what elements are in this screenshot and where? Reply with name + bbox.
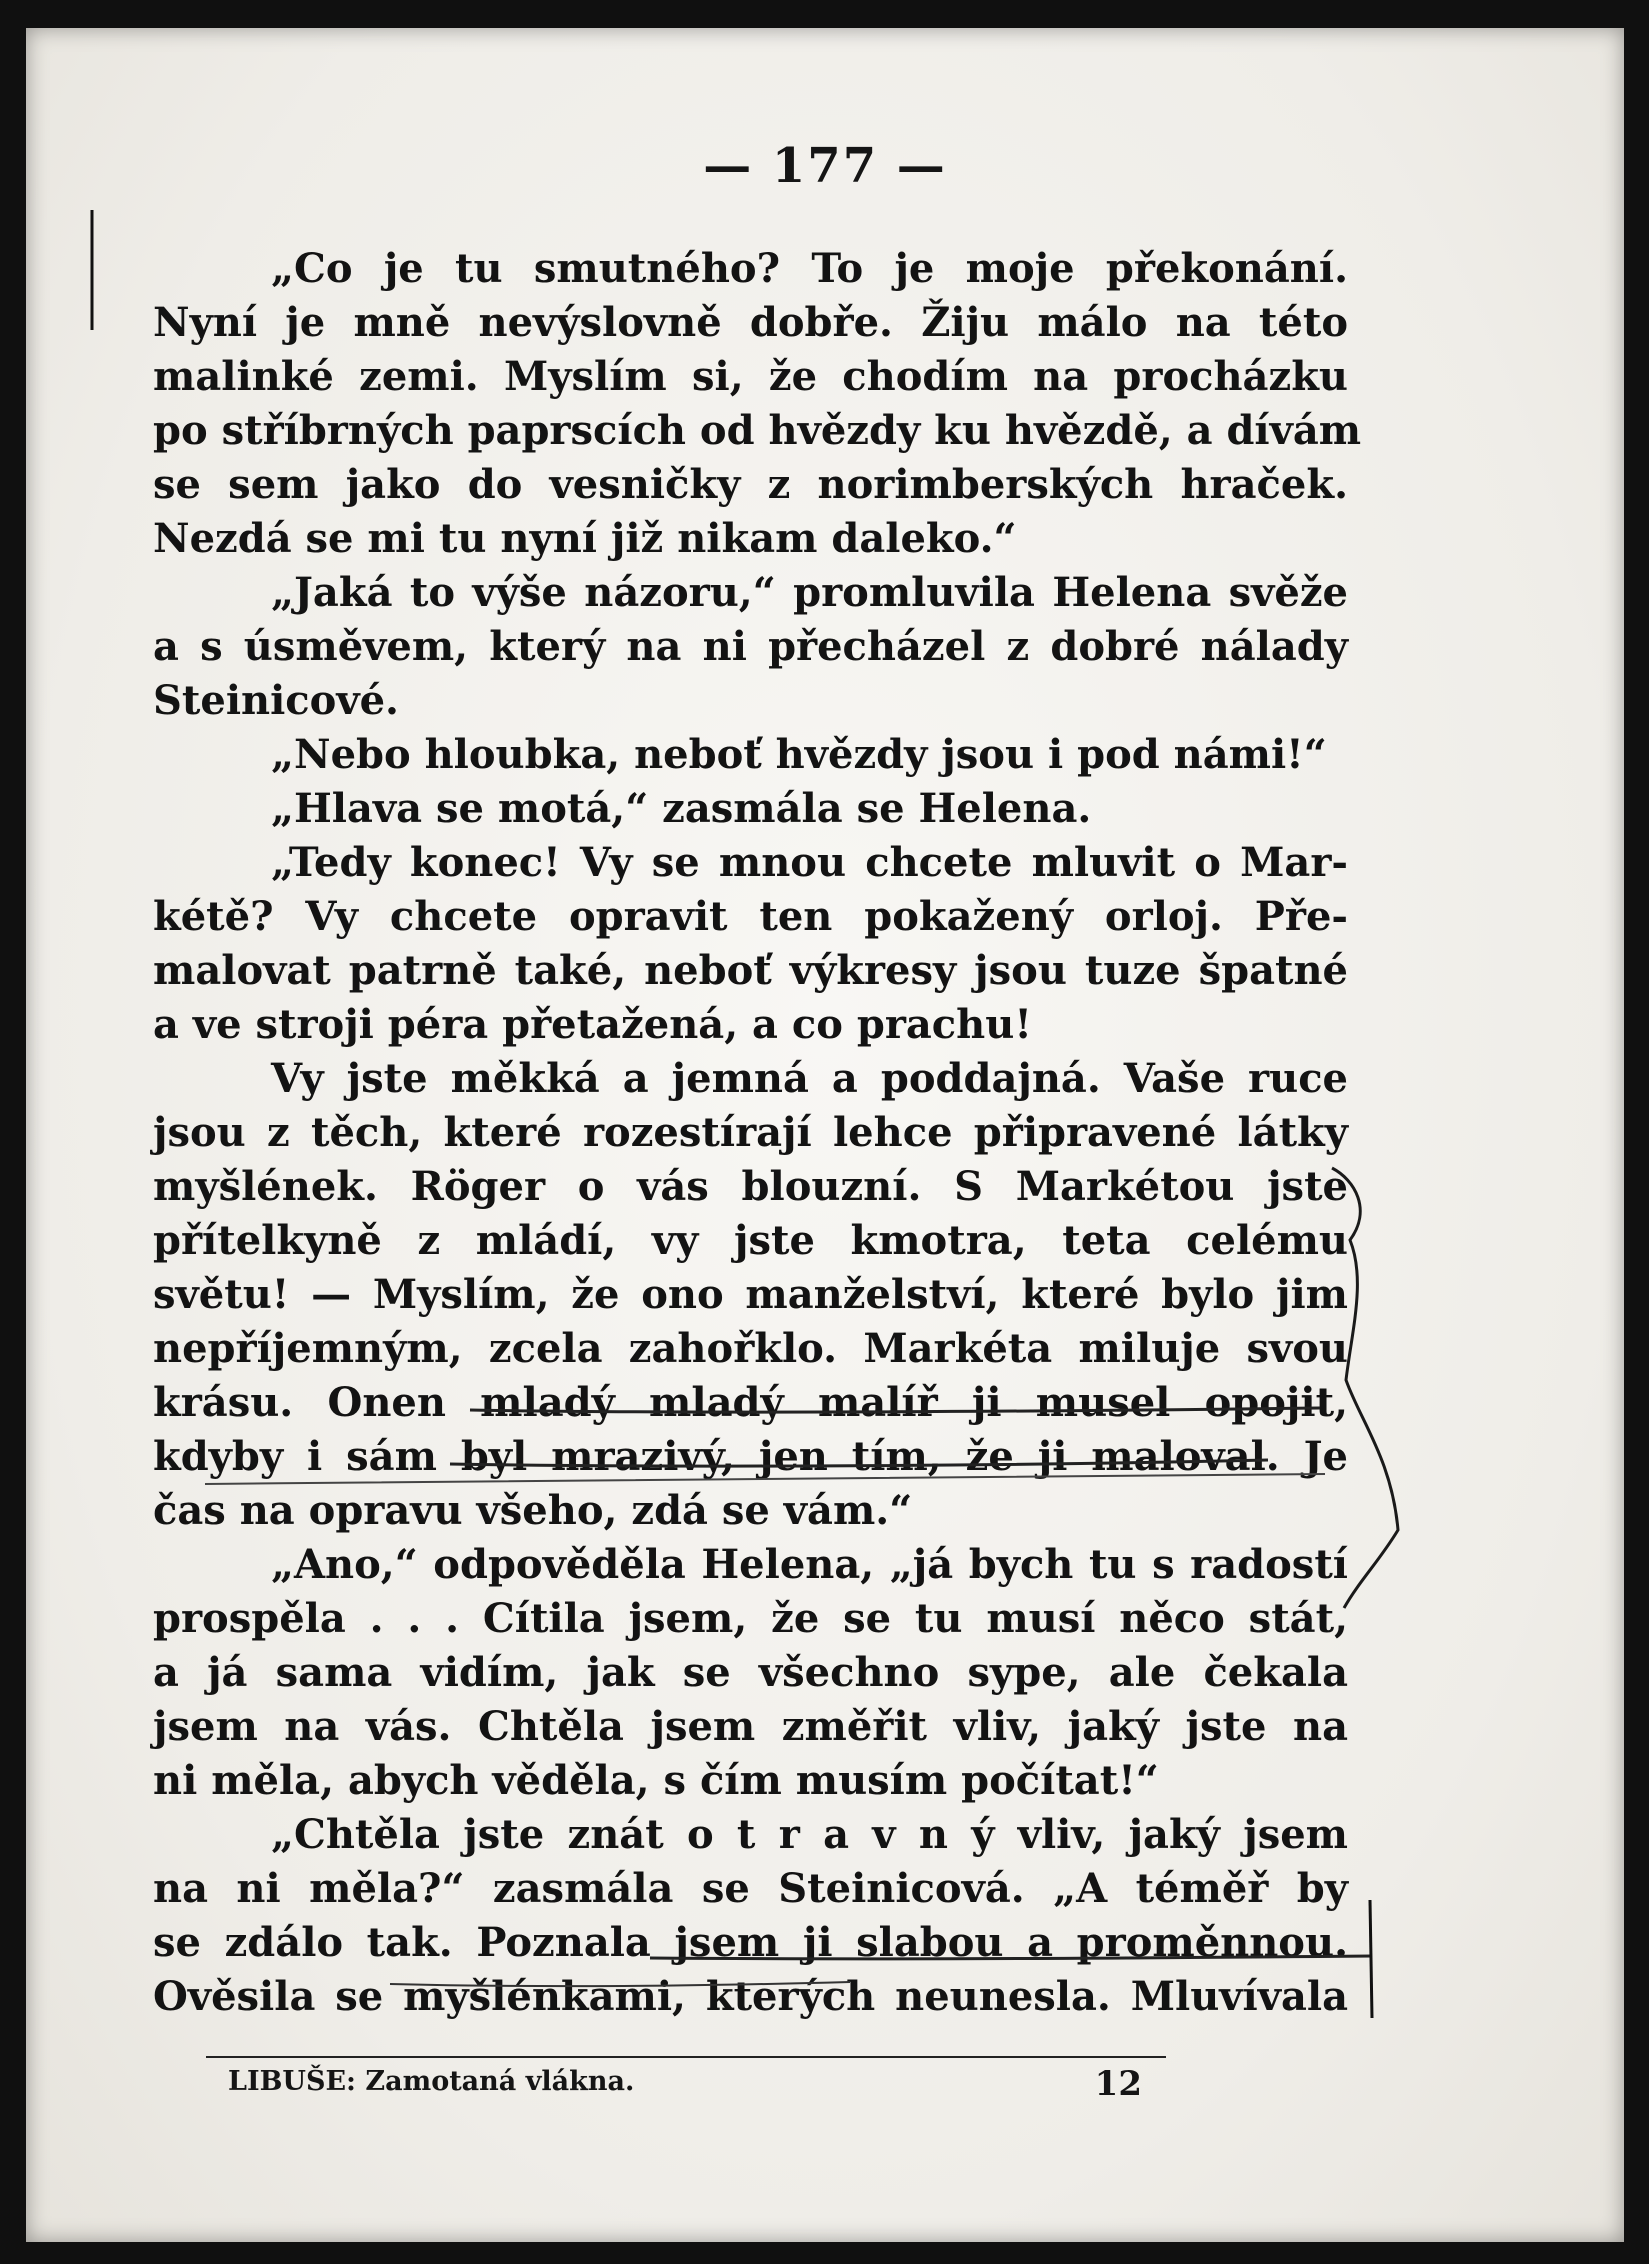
text-line: a já sama vidím, jak se všechno sype, ale čekala bbox=[153, 1649, 1348, 1696]
text-line: se sem jako do vesničky z norimberských hraček. bbox=[153, 461, 1348, 508]
text-line: kdyby i sám byl mrazivý, jen tím, že ji maloval. Je bbox=[153, 1433, 1348, 1480]
text-line: „Nebo hloubka, neboť hvězdy jsou i pod námi!“ bbox=[271, 731, 1327, 778]
footer-signature-number: 12 bbox=[1094, 2064, 1142, 2104]
text-line: Nezdá se mi tu nyní již nikam daleko.“ bbox=[153, 515, 1017, 562]
text-line: Nyní je mně nevýslovně dobře. Žiju málo na této bbox=[153, 299, 1348, 346]
body-text bbox=[153, 242, 1362, 2024]
text-line: myšlének. Röger o vás blouzní. S Markétou jste bbox=[153, 1163, 1348, 1210]
text-line: malinké zemi. Myslím si, že chodím na procházku bbox=[153, 353, 1348, 400]
text-line: se zdálo tak. Poznala jsem ji slabou a proměnnou. bbox=[153, 1919, 1348, 1966]
text-line: po stříbrných paprscích od hvězdy ku hvězdě, a dívám bbox=[153, 407, 1362, 454]
text-line: čas na opravu všeho, zdá se vám.“ bbox=[153, 1487, 913, 1534]
text-line: „Jaká to výše názoru,“ promluvila Helena svěže bbox=[271, 569, 1348, 616]
page-footer bbox=[206, 2056, 1166, 2104]
text-line: jsou z těch, které rozestírají lehce připravené látky bbox=[153, 1109, 1348, 1156]
text-line: Ověsila se myšlénkami, kterých neunesla. Mluvívala bbox=[153, 1973, 1348, 2020]
paper-sheet bbox=[26, 28, 1624, 2242]
text-line: světu! — Myslím, že ono manželství, které bylo jim bbox=[153, 1271, 1348, 1318]
text-line: a ve stroji péra přetažená, a co prachu! bbox=[153, 1001, 1032, 1048]
text-line: malovat patrně také, neboť výkresy jsou tuze špatné bbox=[153, 947, 1348, 994]
text-line: nepříjemným, zcela zahořklo. Markéta miluje svou bbox=[153, 1325, 1348, 1372]
text-line: Vy jste měkká a jemná a poddajná. Vaše ruce bbox=[271, 1055, 1348, 1102]
page-number: — 177 — bbox=[703, 138, 947, 194]
text-line: „Hlava se motá,“ zasmála se Helena. bbox=[271, 785, 1092, 832]
text-line: krásu. Onen mladý mladý malíř ji musel opojit, bbox=[153, 1379, 1348, 1426]
text-line: Steinicové. bbox=[153, 677, 399, 724]
text-line: jsem na vás. Chtěla jsem změřit vliv, jaký jste na bbox=[153, 1703, 1348, 1750]
text-line: „Tedy konec! Vy se mnou chcete mluvit o Mar- bbox=[271, 839, 1348, 886]
text-line: a s úsměvem, který na ni přecházel z dobré nálady bbox=[153, 623, 1348, 670]
text-line: přítelkyně z mládí, vy jste kmotra, teta celému bbox=[153, 1217, 1348, 1264]
text-line: „Co je tu smutného? To je moje překonání. bbox=[271, 245, 1348, 292]
text-line: kétě? Vy chcete opravit ten pokažený orloj. Pře- bbox=[153, 893, 1348, 940]
text-line: „Ano,“ odpověděla Helena, „já bych tu s radostí bbox=[271, 1541, 1348, 1588]
text-line: prospěla . . . Cítila jsem, že se tu musí něco stát, bbox=[153, 1595, 1348, 1642]
text-line: ni měla, abych věděla, s čím musím počítat!“ bbox=[153, 1757, 1159, 1804]
footer-book-title: LIBUŠE: Zamotaná vlákna. bbox=[228, 2066, 635, 2097]
text-line: na ni měla?“ zasmála se Steinicová. „A téměř by bbox=[153, 1865, 1348, 1912]
text-line: „Chtěla jste znát o t r a v n ý vliv, jaký jsem bbox=[271, 1811, 1348, 1858]
